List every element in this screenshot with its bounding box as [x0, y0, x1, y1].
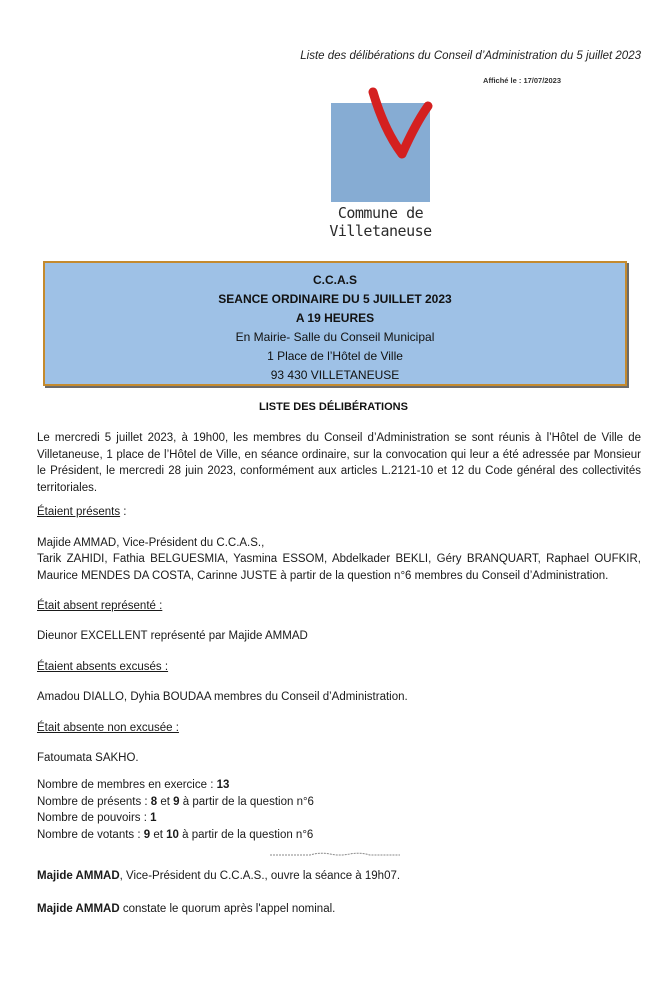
presents-heading-line — [37, 504, 641, 521]
seance-time: A 19 HEURES — [295, 311, 375, 325]
presents-line2: Tarik ZAHIDI, Fathia BELGUESMIA, Yasmina ESSOM, Abdelkader BEKLI, Géry BRANQUART, Raphael OUFKIR, Maurice MENDES DA COSTA, Carinne JUSTE à partir de la question n°6 membres du Conseil d’Administration. — [37, 553, 641, 582]
document-header-title: Liste des délibérations du Conseil d’Administration du 5 juillet 2023 — [300, 50, 641, 62]
seance-location: En Mairie- Salle du Conseil Municipal — [235, 330, 435, 344]
logo-check-mark-icon — [318, 86, 458, 216]
stat-exercice: Nombre de membres en exercice : 13 — [37, 779, 230, 791]
closing-paragraph-2: Majide AMMAD constate le quorum après l'appel nominal. — [37, 903, 336, 915]
logo-text-line2: Villetaneuse — [329, 222, 432, 240]
seance-info-box — [43, 261, 627, 386]
seance-title: SEANCE ORDINAIRE DU 5 JUILLET 2023 — [218, 292, 452, 306]
presents-heading-suffix: : — [120, 506, 127, 518]
closing-paragraph-1: Majide AMMAD, Vice-Président du C.C.A.S., ouvre la séance à 19h07. — [37, 870, 401, 882]
absents-excuses-heading: Étaient absents excusés : — [37, 661, 169, 673]
vote-stats — [37, 777, 314, 843]
separator-squiggle — [270, 851, 400, 857]
presents-heading: Étaient présents — [37, 506, 121, 518]
logo-text-line1: Commune de — [337, 204, 424, 222]
intro-paragraph: Le mercredi 5 juillet 2023, à 19h00, les membres du Conseil d’Administration se sont réunis à l’Hôtel de Ville de Villetaneuse, 1 place de l’Hôtel de Ville, en séance ordinaire, sur la convocation qui leur a été adressée par Monsieur le Président, le mercredi 28 juin 2023, conformément aux articles L.2121-10 et 12 du Code général des collectivités territoriales. — [37, 432, 641, 494]
stat-votants: Nombre de votants : 9 et 10 à partir de la question n°6 — [37, 828, 314, 841]
absent-represente-text: Dieunor EXCELLENT représenté par Majide AMMAD — [37, 630, 308, 642]
absents-excuses-text: Amadou DIALLO, Dyhia BOUDAA membres du Conseil d’Administration. — [37, 691, 408, 703]
seance-address: 1 Place de l’Hôtel de Ville — [267, 349, 403, 363]
absente-non-excusee-text: Fatoumata SAKHO. — [37, 752, 139, 764]
presents-line1: Majide AMMAD, Vice-Président du C.C.A.S., — [37, 537, 265, 549]
absent-represente-heading: Était absent représenté : — [37, 600, 163, 612]
absente-non-excusee-heading: Était absente non excusée : — [37, 722, 179, 734]
stat-presents: Nombre de présents : 8 et 9 à partir de la question n°6 — [37, 795, 314, 808]
seance-city: 93 430 VILLETANEUSE — [270, 368, 400, 382]
stat-pouvoirs: Nombre de pouvoirs : 1 — [37, 812, 157, 824]
posted-date: Affiché le : 17/07/2023 — [483, 76, 561, 85]
commune-logo — [318, 86, 458, 246]
liste-deliberations-title: LISTE DES DÉLIBÉRATIONS — [259, 401, 408, 413]
seance-org: C.C.A.S — [312, 273, 357, 287]
